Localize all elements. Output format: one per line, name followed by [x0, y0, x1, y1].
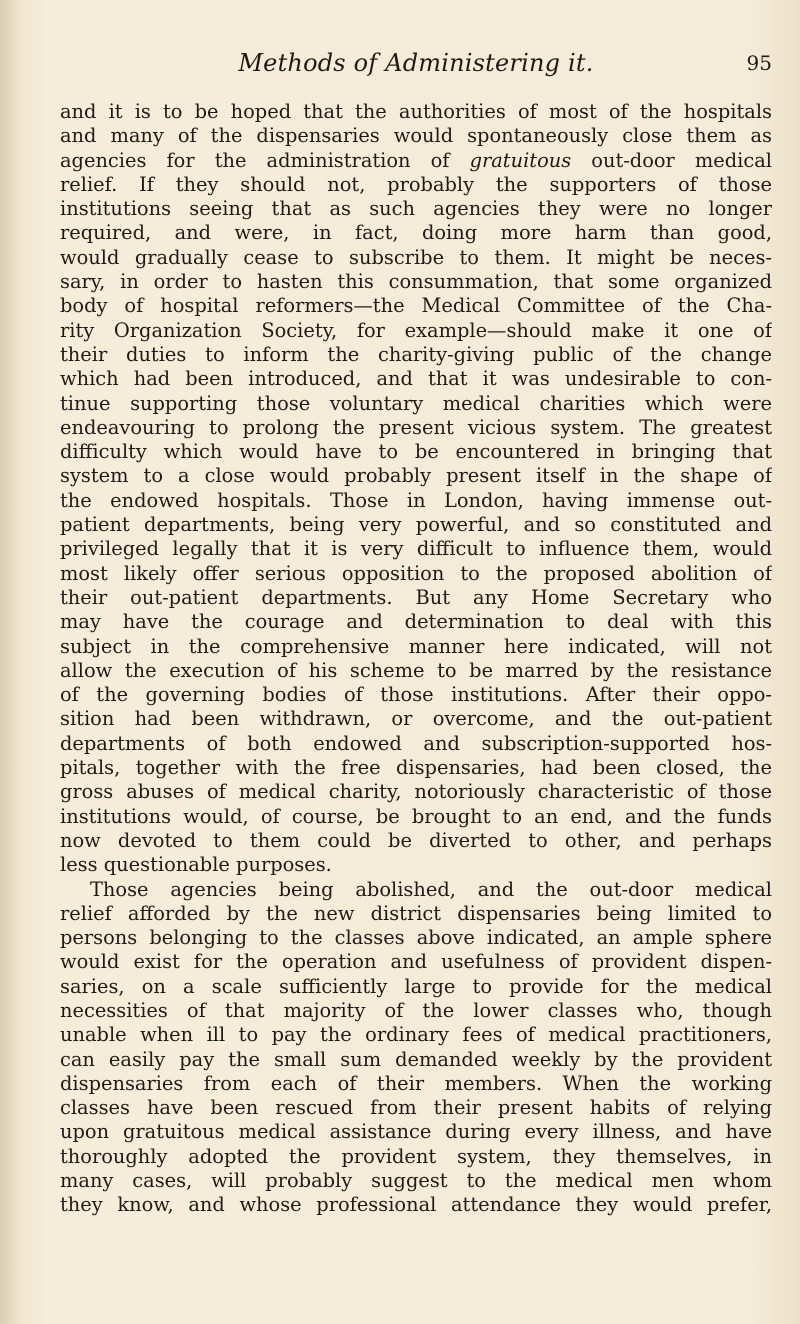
text-line: and many of the dispensaries would spontaneously close them as: [60, 124, 772, 148]
text-line: [60, 149, 772, 173]
text-line: allow the execution of his scheme to be marred by the resistance: [60, 658, 772, 682]
text-line: institutions would, of course, be brought to an end, and the funds: [60, 804, 772, 828]
text-line: less questionable purposes.: [60, 853, 332, 877]
text-line: their duties to inform the charity-giving public of the change: [60, 342, 772, 366]
text-line: privileged legally that it is very difficult to influence them, would: [60, 537, 772, 561]
text-line: saries, on a scale sufficiently large to provide for the medical: [60, 974, 772, 998]
text-line: upon gratuitous medical assistance during every illness, and have: [60, 1120, 772, 1144]
text-line: difficulty which would have to be encountered in bringing that: [60, 440, 772, 464]
text-line: which had been introduced, and that it was undesirable to con-: [60, 367, 772, 391]
text-line: patient departments, being very powerful, and so constituted and: [60, 513, 772, 537]
text-line: institutions seeing that as such agencies they were no longer: [60, 197, 772, 221]
text-line: sary, in order to hasten this consummation, that some organized: [60, 270, 772, 294]
text-line: endeavouring to prolong the present vicious system. The greatest: [60, 415, 772, 439]
text-line: subject in the comprehensive manner here indicated, will not: [60, 634, 772, 658]
text-line: thoroughly adopted the provident system, they themselves, in: [60, 1144, 772, 1168]
text-line: sition had been withdrawn, or overcome, and the out-patient: [60, 707, 772, 731]
text-line: pitals, together with the free dispensaries, had been closed, the: [60, 756, 772, 780]
text-span: out-door medical: [571, 148, 772, 172]
body-text: [60, 100, 772, 1218]
text-line: rity Organization Society, for example—should make it one of: [60, 318, 772, 342]
text-line: classes have been rescued from their present habits of relying: [60, 1096, 772, 1120]
text-line: would gradually cease to subscribe to them. It might be neces-: [60, 245, 772, 269]
text-line: system to a close would probably present itself in the shape of: [60, 464, 772, 488]
text-line: dispensaries from each of their members. When the working: [60, 1071, 772, 1095]
text-line: necessities of that majority of the lower classes who, though: [60, 998, 772, 1022]
text-line: body of hospital reformers—the Medical Committee of the Cha-: [60, 294, 772, 318]
text-line: many cases, will probably suggest to the medical men whom: [60, 1169, 772, 1193]
text-line: can easily pay the small sum demanded weekly by the provident: [60, 1047, 772, 1071]
page-header: [60, 48, 772, 78]
running-title: Methods of Administering it.: [238, 49, 594, 77]
text-line: most likely offer serious opposition to the proposed abolition of: [60, 561, 772, 585]
page-number: 95: [746, 51, 772, 75]
text-line: tinue supporting those voluntary medical charities which were: [60, 391, 772, 415]
italic-word: gratuitous: [469, 148, 572, 172]
text-line: their out-patient departments. But any Home Secretary who: [60, 585, 772, 609]
text-line: the endowed hospitals. Those in London, having immense out-: [60, 488, 772, 512]
text-line: would exist for the operation and usefulness of provident dispen-: [60, 950, 772, 974]
text-line: now devoted to them could be diverted to other, and perhaps: [60, 828, 772, 852]
text-line: of the governing bodies of those institutions. After their oppo-: [60, 683, 772, 707]
text-line: may have the courage and determination to deal with this: [60, 610, 772, 634]
text-span: agencies for the administration of: [60, 148, 470, 172]
spine-shadow: [0, 0, 22, 1324]
text-line: departments of both endowed and subscription-supported hos-: [60, 731, 772, 755]
text-line: required, and were, in fact, doing more harm than good,: [60, 221, 772, 245]
text-line: unable when ill to pay the ordinary fees of medical practitioners,: [60, 1023, 772, 1047]
text-line: and it is to be hoped that the authorities of most of the hospitals: [60, 100, 772, 123]
text-line: persons belonging to the classes above indicated, an ample sphere: [60, 926, 772, 950]
text-line: they know, and whose professional attendance they would prefer,: [60, 1193, 772, 1217]
text-line: relief afforded by the new district dispensaries being limited to: [60, 901, 772, 925]
text-line: Those agencies being abolished, and the out-door medical: [90, 877, 772, 901]
text-line: gross abuses of medical charity, notoriously characteristic of those: [60, 780, 772, 804]
text-line: relief. If they should not, probably the supporters of those: [60, 172, 772, 196]
